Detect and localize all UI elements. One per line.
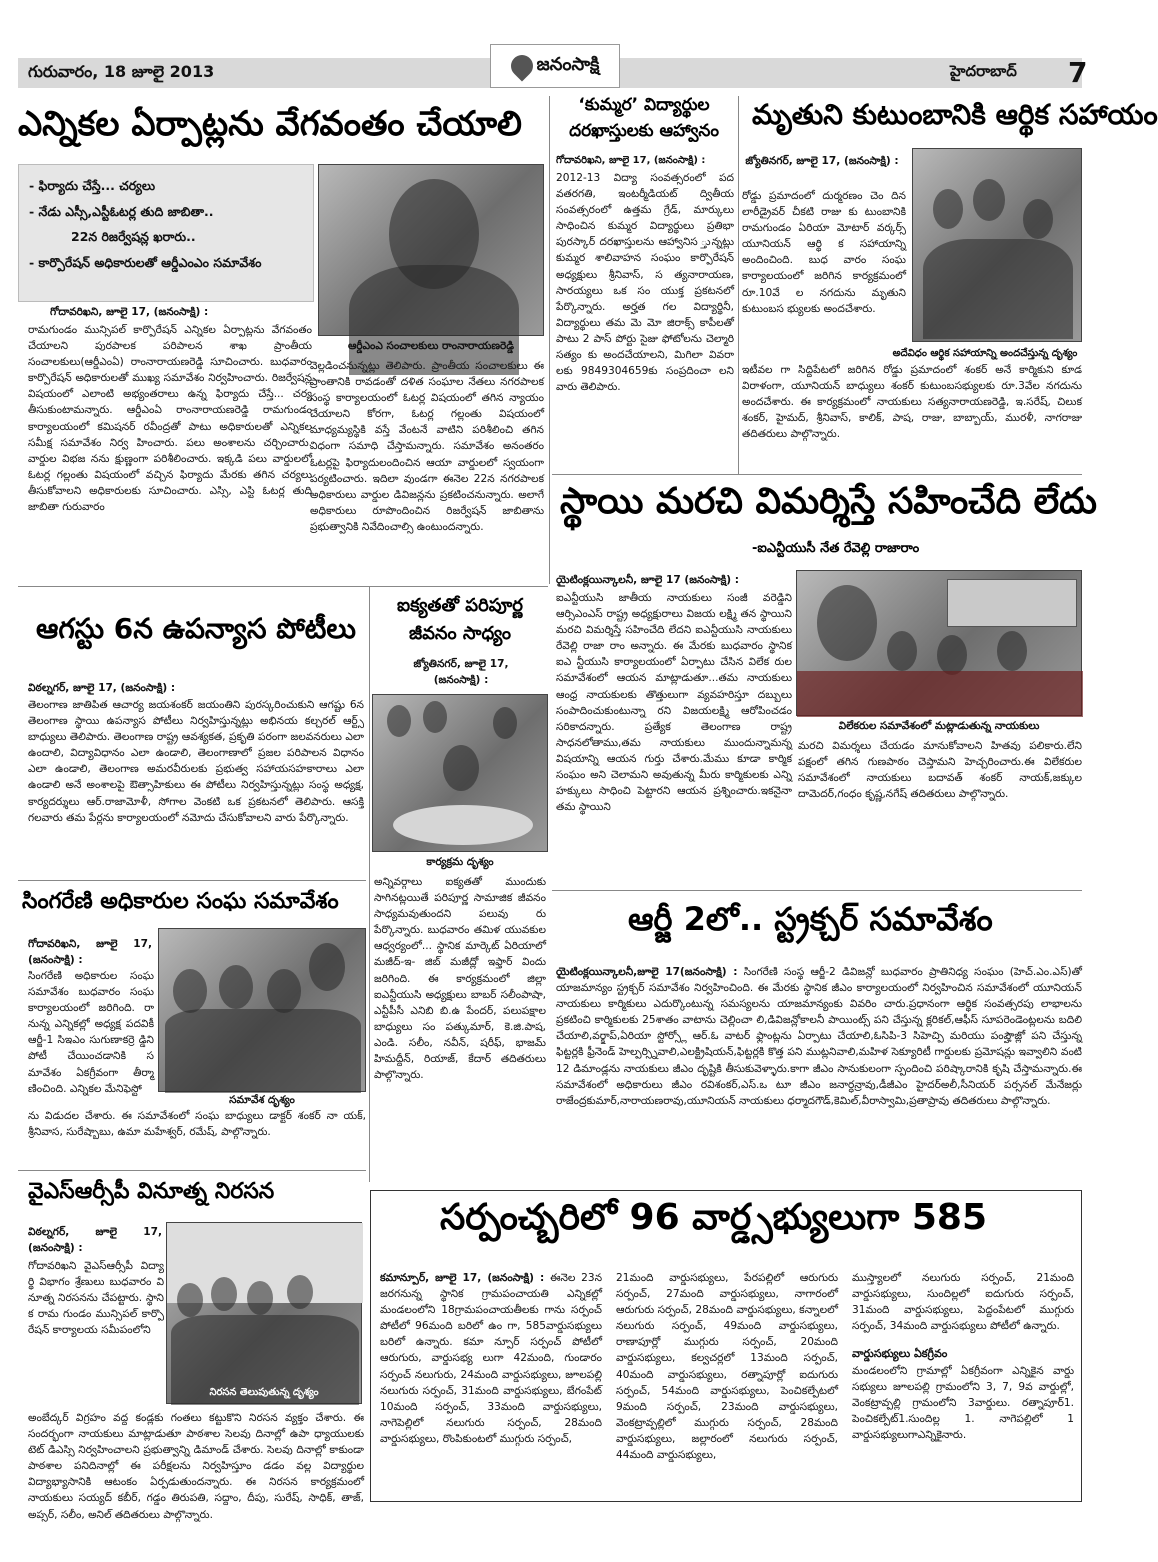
- story1-bullet: - ఫిర్యాదు చేస్తే... చర్యలు: [29, 178, 156, 193]
- story7-dateline: గోదావరిఖని, జూలై 17, (జనంసాక్షి) :: [28, 938, 152, 967]
- story1-dateline: గోదావరిఖని, జూలై 17, (జనంసాక్షి) :: [50, 306, 209, 318]
- story1-photo: [318, 164, 544, 336]
- story2-dateline: గోదావరిఖని, జూలై 17, (జనంసాక్షి) :: [556, 155, 706, 166]
- story6-dateline: జ్యోతినగర్, జూలై 17, (జనంసాక్షి) :: [413, 658, 509, 687]
- column-rule: [369, 586, 370, 1182]
- story3-dateline: జ్యోతినగర్, జూలై 17, (జనంసాక్షి) :: [745, 155, 899, 167]
- story3-photo: [912, 148, 1082, 342]
- story4-photo: [796, 570, 1082, 716]
- story9-body-top: గోదావరిఖని వైఎస్ఆర్సీపీ విద్యా ర్థి విభాగం శ్రేణులు బుధవారం వి నూత్న నిరసనను చేపట్టారు. స్థాని క రామ గుండం మున్సిపల్ కార్పొ రేషన్ కార్యాలయ సమీపంలోని: [28, 1260, 164, 1337]
- table-cloth: [797, 671, 1083, 717]
- story8-dateline: యైటింక్లయిన్కాలనీ,జూలై 17(జనంసాక్షి) :: [556, 966, 738, 978]
- column-rule: [549, 96, 550, 584]
- story1-bullet: - కార్పొరేషన్ అధికారులతో ఆర్డీఎంఎం సమావేశం: [29, 254, 262, 270]
- story6-photo-caption: కార్యక్రమ దృశ్యం: [426, 856, 494, 868]
- story9-photo-caption: నిరసన తెలుపుతున్న దృశ్యం: [209, 1387, 319, 1398]
- story1-headline: ఎన్నికల ఏర్పాట్లను వేగవంతం చేయాలి: [18, 104, 522, 144]
- story6-body: అన్నివర్గాలు ఐక్యతతో ముందుకు సాగినట్లయితే పరిపూర్ణ సామాజిక జీవనం సాధ్యమవుతుందని పలువు రు పేర్కొన్నారు. బుధవారం తమిళ యువకుల ఆధ్వర్యంలో... స్థానిక మార్కెట్ ఏరియాలో మజీద్-ఇ- జిబ్ మజీద్లో ఇఫ్తార్ విందు జరిగింది. ఈ కార్యక్రమంలో జిల్లా ఐఎన్టీయుసి అధ్యక్షులు బాబర్ సలీంపాషా, ఎన్టీపీసీ ఎనిబి బి.ఉ పేందర్, పలుపక్షాల బాధ్యులు సం పత్కుమార్, కె.జి.పాష, ఎండి. సలీం, నవీన్, షరీఫ్, భాజమ్ హిమద్దీన్, రియాజ్, కేదార్ తదితరులు పాల్గొన్నారు.: [374, 876, 546, 1082]
- story5-dateline: విఠల్నగర్, జూలై 17, (జనంసాక్షి) :: [28, 682, 176, 694]
- story2-body: 2012-13 విద్యా సంవత్సరంలో పద వతరగతి, ఇంటర్మీడియట్ ద్వితీయ సంవత్సరంలో ఉత్తమ గ్రేడ్, మార్కులు సాధించిన కుమ్మర విద్యార్థులు ప్రతిభా పురస్కార్ దరఖాస్తులను ఆహ్వానిస ్తున్నట్లు కుమ్మర శాలివాహన సంఘం కార్పొరేషన్ అధ్యక్షులు శ్రీనివాస్, స త్యనారాయణ, సారయ్యలు ఒక సం యుక్త ప్రకటనలో పేర్కొన్నారు. అర్హత గల విద్యార్థినీ, విద్యార్థులు తమ మె మో జిరాక్స్ కాపీలతో పాటు 2 పాస్ పోర్టు సైజు ఫోటోలను చెల్మారి సత్యం కు అందచేయాలని, మిగిలా వివరా లకు 9849304659కు సంప్రదించా లని వారు తెలిపారు.: [556, 172, 734, 394]
- story4-dateline: యైటింక్లయిన్కాలనీ, జూలై 17 (జనంసాక్షి) :: [556, 574, 740, 586]
- section-rule: [18, 1170, 366, 1171]
- story4-body-right: మరచి విమర్శలు చేయడం మానుకోవాలని హితవు పలికారు.లేని పక్షంలో తగిన గుణపాఠం చెప్తామని హెచ్చరించారు.ఈ విలేకరుల సమావేశంలో నాయకులు బదావత్ శంకర్ నాయక్,జక్కుల దామెదర్,గంధం కృష్ణ,నగేష్ తదితరులు పాల్గొన్నారు.: [798, 740, 1082, 801]
- story9-dateline: విఠల్నగర్, జూలై 17, (జనంసాక్షి) :: [28, 1226, 162, 1255]
- logo-text: జనంసాక్షి: [536, 53, 600, 75]
- story3-headline: మృతుని కుటుంబానికి ఆర్థిక సహాయం: [752, 98, 1158, 131]
- story8-headline: ఆర్జీ 2లో.. స్ట్రక్చర్ సమావేశం: [628, 900, 993, 938]
- story6-headline-line2: జీవనం సాధ్యం: [408, 623, 512, 644]
- food-mat: [393, 805, 533, 845]
- story7-photo: [158, 928, 366, 1092]
- section-rule: [552, 474, 1082, 475]
- story7-body-bottom: ను విడుదల చేశారు. ఈ సమావేశంలో సంఘ బాధ్యులు డాక్టర్ శంకర్ నా యక్, శ్రీనివాస, సురేష్బాబు, ఉమా మహేశ్వర్, రమేష్, పాల్గొన్నారు.: [28, 1110, 366, 1139]
- story1-photo-caption: ఆర్డీఎంఎ సంచాలకులు రాంనారాయణరెడ్డి: [347, 340, 515, 352]
- logo-leaf-icon: [506, 50, 537, 81]
- story10-col3: [852, 1270, 1074, 1496]
- issue-date: గురువారం, 18 జూలై 2013: [28, 62, 215, 81]
- story1-body-left: రామగుండం మున్సిపల్ కార్పొరేషన్ ఎన్నికల ఏర్పాట్లను వేగవంతం చేయాలని పురపాలక పరిపాలన శాఖ ప్రాంతీయ సంచాలకులు(ఆర్డీఎంఏ) రాంనారాయణరెడ్డి సూచించారు. బుధవారం కార్పొరేషన్ అధికారులతో ముఖ్య సమావేశం నిర్వహించారు. రిజర్వేషన్ల విషయంలో ఎలాంటి అభ్యంతరాలు ఉన్న ఫిర్యాదు చేస్తే... చర్య తీసుకుంటామన్నారు. ఆర్డీఎంఏ రాంనారాయణరెడ్డి రామగుండం కార్యాలయంలో కమిషనర్ రవీంద్రతో పాటు అధికారులతో ఎన్నికల సమీక్ష సమావేశం నిర్వ హించారు. పలు అంశాలను చర్చించారు. వార్డుల విభజ నను క్షుణ్ణంగా పరిశీలించారు. ఇక్కడి పలు వార్డులలో ఓటర్ల గల్లంతు విషయంలో వచ్చిన ఫిర్యాదు మేరకు తగిన చర్యలు తీసుకోవాలని అధికారులకు సూచించారు. ఎస్సి, ఎస్టి ఓటర్ల తుది జాబితా గురువారం: [28, 324, 312, 514]
- story8-body: సింగరేణి సంస్థ ఆర్జీ-2 డివిజన్లో బుధవారం ప్రాతినిధ్య సంఘం (హెచ్.ఎం.ఎస్)తో యాజమాన్యం స్ట్రక్చర్ సమావేశం నిర్వహించింది. ఈ మేరకు స్థానిక జీఎం కార్యాలయంలో నిర్వహించిన సమావేశంలో యూనియన్ నాయకులు కార్మికులు ఎదుర్కొంటున్న సమస్యలను యాజమాన్యంకు వివరిం చారు.ప్రధానంగా ఆర్థిక సంవత్సరపు లాభాలను ప్రకటించి కార్మికులకు 25శాతం వాటాను చెల్లించా లి,డివిజన్లోకాలనీ పాయింట్స్ పని చేస్తున్న క్లరికల్,ఆఫీస్ సూపరెండెంట్లలను బదిలి చేయాలి,వర్క్షాప్,ఏరియా స్టోర్స్లో ఆర్.ఓ వాటర్ ఫ్లాంట్లను ఏర్పాటు చేయాలి,ఓసిపి-3 సిహెచ్పి మరియు పంప్హౌజ్లో పని చేస్తున్న ఫిట్టర్లకి ఫ్రీనెండ్ హెల్పర్స్నివాలి,ఎలక్ట్రిషియన్,ఫిట్టర్లకి కొత్త పని ముట్లనివాలి,మహిళ సెక్యూరిటీ గార్డులకు ప్రమోషన్లు ఇవ్వాలిని వంటి 12 డిమాండ్లను నాయకులు జీఎం దృష్టికి తీసుకువెళ్ళారు.కాగా జీఎం సానుకులంగా స్పందించి పరిష్కారానికి కృషి చేస్తామన్నారు.ఈ సమావేశంలో అధికారులు జీఎం రవిశంకర్,ఎస్.ఒ టూ జీఎం జనార్ధన్రావు,డీజీఎం హైదర్అలీ,సీనియర్ పర్సనల్ మేనేజర్లు రాజేంద్రకుమార్,నారాయణరావు,యూనియన్ నాయకులు ధర్మాదగౌడ్,కెమిల్,వీరాస్వామి,ప్రతాప్రావు తదితరులు పాల్గొన్నారు.: [556, 966, 1082, 1107]
- newspaper-logo: [490, 44, 620, 88]
- story4-body-left: ఐఎన్టీయుసి జాతీయ నాయకులు సంజీ వరెడ్డిని ఆర్సిఎంఎస్ రాష్ట్ర అధ్యక్షురాలు విజయ లక్ష్మి తన స్థాయిని మరచి విమర్శిస్తే సహించేది లేదని ఐఎన్టీయుసి నాయకులు రేవెల్లి రాజా రాం అన్నారు. ఈ మేరకు బుధవారం స్థానిక ఐఎ న్టీయుసి కార్యాలయంలో ఏర్పాటు చేసిన విలేక రుల సమావేశంలో ఆయన మాట్లాడుతూ...తమ నాయకులు ఆంధ్ర నాయకులకు తొత్తులుగా వ్యవహరిస్తూ దబ్బులు సంపాదించుకుంటున్నా రని విజయలక్ష్మి ఆరోపించడం సరికాదన్నారు. ప్రత్యేక తెలంగాణ రాష్ట్ర సాధనలోతాము,తమ నాయకులు ముందున్నామన్న విషయాన్ని ఆయన గుర్తు చేశారు.మేము కూడా కార్మిక సంఘం అని చెలామని అవుతున్న మీరు కార్మికులకు ఎన్ని హక్కులు సాధించి పెట్టారని ఆయన ప్రశ్నించారు.ఇకనైనా తమ స్థాయిని: [556, 592, 792, 814]
- story7-photo-caption: సమావేశ దృశ్యం: [229, 1094, 295, 1106]
- page-number: 7: [1068, 56, 1088, 89]
- story10-col1: [380, 1270, 602, 1496]
- story9-headline: వైఎస్ఆర్సీపీ వినూత్న నిరసన: [28, 1179, 275, 1204]
- story1-bullet: 22న రిజర్వేషన్ల ఖరారు..: [71, 229, 196, 245]
- story10-dateline: కమాన్పూర్, జూలై 17, (జనంసాక్షి) :: [380, 1272, 545, 1284]
- story10-columns: [380, 1270, 1074, 1496]
- story3-body-top: రోడ్డు ప్రమాదంలో దుర్మరణం చెం దిన లారీడ్రైవర్ చీకటి రాజు కు టుంబానికి రామగుండం ఏరియా మోటార్ వర్కర్స్ యూనియన్ ఆర్థి క సహాయాన్ని అందించింది. బుధ వారం సంఘ కార్యాలయంలో జరిగిన కార్యక్రమంలో రూ.10వే ల నగదును మృతుని కుటుంబస భ్యులకు అందచేశారు.: [742, 190, 906, 315]
- story5-body: తెలంగాణ జాతిపిత ఆచార్య జయశంకర్ జయంతిని పురస్కరించుకుని ఆగష్టు 6న తెలంగాణ స్థాయి ఉపన్యాస పోటీలు నిర్వహిస్తున్నట్లు అభినయ కల్చరల్ ఆర్ట్స్ బాధ్యులు తెలిపారు. తెలంగాణ రాష్ట్ర ఆవశ్యకత, ప్రకృతి పరంగా జలవనరులు ఎలా ఉందాలి, విద్యావిధానం ఎలా ఉండాలి, తెలంగాణాలో ప్రజల పరిపాలన విధానం ఎలా ఉండాలి, తెలంగాణ అమరవీరులకు ప్రభుత్వ సహాయసహకారాలు ఎలా ఉండాలి అనే అంశాలపై ఔత్సాహికులు ఈ పోటీలు నిర్వహిస్తున్నట్లు సంస్థ అధ్యక్ష, కార్యదర్శులు ఆర్.రాజామోళీ, సోగాల వెంకటి ఒక ప్రకటనలో తెలిపారు. ఆసక్తి గలవారు తమ పేర్లను కార్యాలయంలో నమోదు చేసుకోవాలని వారు పేర్కొన్నారు.: [28, 699, 364, 824]
- section-rule: [18, 586, 548, 587]
- story6-photo: [372, 694, 548, 852]
- story1-highlights: [18, 164, 314, 302]
- story10-col3-text: ముస్త్యాలలో నలుగురు సర్పంచ్, 21మంది వార్డుసభ్యులు, సుందిల్లలో ఐదుగురు సర్పంచ్, 31మంది వార్డుసభ్యులు, పెద్దంపేటలో ముగ్గురు సర్పంచ్, 34మంది వార్డుసభ్యులు పోటీలో ఉన్నారు.: [852, 1272, 1074, 1333]
- story10-col3-text-b: మండలంలోని గ్రామాల్లో ఏకగ్రీవంగా ఎన్నికైన వార్డు సభ్యులు జూలపల్లి గ్రామంలోని 3, 7, 9వ వార్డుల్లో, వెంకట్రావ్పల్లి గ్రామంలోని 3వార్డులు. రత్నాపూర్1. పెంచికల్పేట్1.సుందిల్ల 1. నాగెపల్లిలో 1 వార్డుసభ్యులుగాఎన్నికైనారు.: [852, 1365, 1074, 1442]
- story4-photo-caption: విలేకరుల సమావేశంలో మట్లాడుతున్న నాయకులు: [838, 720, 1040, 732]
- story10-col2: 21మంది వార్డుసభ్యులు, పేరపల్లిలో ఆరుగురు సర్పంచ్, 27మంది వార్డుసభ్యులు, నాగారంలో ఆరుగురు సర్పంచ్, 28మంది వార్డుసభ్యులు, కన్నాలలో నలుగురు సర్పంచ్, 49మంది వార్డుసభ్యులు, రాణాపూర్లో ముగ్గురు సర్పంచ్, 20మంది వార్డుసభ్యులు, కల్వచర్లలో 13మంది సర్పంచ్, 40మంది వార్డుసభ్యులు, రత్నాపూర్లో ఐదుగురు సర్పంచ్, 54మంది వార్డుసభ్యులు, పెంచికల్పేటలో 9మంది సర్పంచ్, 23మంది వార్డుసభ్యులు, వెంకట్రావ్పల్లిలో ముగ్గురు సర్పంచ్, 28మంది వార్డుసభ్యులు, జల్లారంలో నలుగురు సర్పంచ్, 44మంది వార్డుసభ్యులు,: [616, 1272, 838, 1462]
- story2-headline-line2: దరఖాస్తులకు ఆహ్వానం: [569, 121, 719, 141]
- column-rule: [738, 96, 739, 474]
- story2-headline-line1: ‘కుమ్మర’ విద్యార్థుల: [578, 95, 710, 115]
- story9-photo: [166, 1222, 362, 1404]
- story5-headline: ఆగస్టు 6న ఉపన్యాస పోటీలు: [36, 612, 356, 645]
- story7-body-top: సింగరేణి అధికారుల సంఘ సమావేశం బుధవారం సంఘ కార్యాలయంలో జరిగింది. రా నున్న ఎన్నికల్లో అధ్యక్ష పదవికీ ఆర్జీ-1 సిఇఎం సుగుణాకర్రె డ్డిని పోటీ చేయించడానికి స మావేశం ఏకగ్రీవంగా తీర్మా ణించింది. ఎన్నికల మేనిఫెస్టో: [28, 970, 154, 1095]
- story9-body-bottom: అంబేద్కర్ విగ్రహం వద్ద కండ్లకు గంతలు కట్టుకొని నిరసన వ్యక్తం చేశారు. ఈ సందర్భంగా నాయకులు మాట్లాడుతూ పాఠశాల సెలవు దినాల్లో ఉపా ధ్యాయులకు టెట్ డిఎస్సి నిర్వహించాలని ప్రభుత్వాన్ని డిమాండ్ చేశారు. సెలవు దినాల్లో కాకుండా పాఠశాల పనిదినాల్లో ఈ పరీక్షలను నిర్వహిస్తూం డడం వల్ల విద్యార్థుల విద్యాభ్యాసానికి ఆటంకం ఏర్పడుతుందన్నారు. ఈ నిరసన కార్యక్రమంలో నాయకులు సయ్యద్ కబీర్, గడ్డం తిరుపతి, సద్దాం, దీపు, సురేష్, సాధిక్, తాజ్, అప్సర్, సలీం, అనిల్ తదితరులు పాల్గొన్నారు.: [28, 1412, 364, 1521]
- story7-headline: సింగరేణి అధికారుల సంఘ సమావేశం: [22, 889, 339, 914]
- section-rule: [552, 890, 1082, 891]
- story6-headline-line1: ఐక్యతతో పరిపూర్ణ: [397, 595, 523, 616]
- story1-body-right: వెల్లడించనున్నట్లు తెలిపారు. ప్రాంతీయ సంచాలకులు ఈ ప్రాంతానికి రావడంతో దళిత సంఘాల నేతలు నగరపాలక సంస్థ కార్యాలయంలో ఓటర్ల విషయంలో తగిన న్యాయం చేయాలని కోరగా, ఓటర్ల గల్లంతు విషయంలో మాధ్యమ్యస్థికి వస్తే వేంటనే వాటిని పరిశీలించి తగిన విధంగా సమాధి చేస్తామన్నారు. సమావేశం అనంతరం ఓటర్లపై ఫిర్యాదులందించిన ఆయా వార్డులలో స్వయంగా పర్యటించారు. ఇదిలా వుండగా ఈనెల 22న నగరపాలక అధికారులు వార్డుల డివిజన్లను ప్రకటించనున్నారు. అలాగే అధికారులు రూపొందించిన రిజర్వేషన్ జాబితాను ప్రభుత్వానికి నివేదించాల్సి ఉంటుందన్నారు.: [310, 360, 544, 533]
- story10-col1-text: ఈనెల 23న జరగనున్న స్థానిక గ్రామపంచాయతి ఎన్నికల్లో మండలంలోని 18గ్రామపంచాయతీలకు గాను సర్పంచ్ పోటీలో 96మంది బరిలో ఉం గా, 585వార్డుసభ్యులు బరిలో ఉన్నారు. కమా న్పూర్ సర్పంచ్ పోటీలో ఆరుగురు, వార్డుసభ్య లుగా 42మంది, గుండారం సర్పంచ్ నలుగురు, 24మంది వార్డుసభ్యులు, జూలపల్లి నలుగురు సర్పంచ్, 31మంది వార్డుసభ్యులు, బేగంపేట్ 10మంది సర్పంచ్, 33మంది వార్డుసభ్యులు, నాగెపెల్లిలో నలుగురు సర్పంచ్, 28మంది వార్డుసభ్యులు, రొంపికుంటలో ముగ్గురు సర్పంచ్,: [380, 1272, 603, 1445]
- section-rule: [18, 880, 366, 881]
- story10-headline: సర్పంచ్బరిలో 96 వార్డ్సభ్యులుగా 585: [440, 1197, 987, 1238]
- story4-headline: స్థాయి మరచి విమర్శిస్తే సహించేది లేదు: [560, 481, 1097, 522]
- story1-bullet: - నేడు ఎస్సీ,ఎస్టీఓటర్ల తుది జాబితా..: [29, 203, 214, 219]
- story10-subheading: వార్డుసభ్యులు ఏకగ్రీవం: [852, 1347, 948, 1361]
- edition-city: హైదరాబాద్: [950, 62, 1017, 80]
- banner: [947, 579, 1077, 627]
- story4-subhead: -ఐఎన్టీయుసీ నేత రేవెల్లి రాజారాం: [752, 541, 920, 556]
- story3-photo-caption: అదేవిధం ఆర్థిక సహాయాన్ని అందచేస్తున్న దృశ్యం: [892, 348, 1078, 359]
- story3-body-bottom: ఇటీవల గా సిద్దిపేటలో జరిగిన రోడ్డు ప్రమాదంలో శంకర్ అనే కార్మికుని కూడ విరాళంగా, యూనియన్ బాధ్యులు శంకర్ కుటుంబసభ్యులకు రూ.3వేల నగదును అందచేశారు. ఈ కార్యక్రమంలో నాయకులు సత్యనారాయణరెడ్డి, ఇ.సరేష్, చిలుక శంకర్, హైమద్, శ్రీనివాస్, కాలిక్, పాష, రాజు, బాబ్బాయ్, మురళీ, నాగరాజు తదితరులు పాల్గొన్నారు.: [742, 364, 1082, 441]
